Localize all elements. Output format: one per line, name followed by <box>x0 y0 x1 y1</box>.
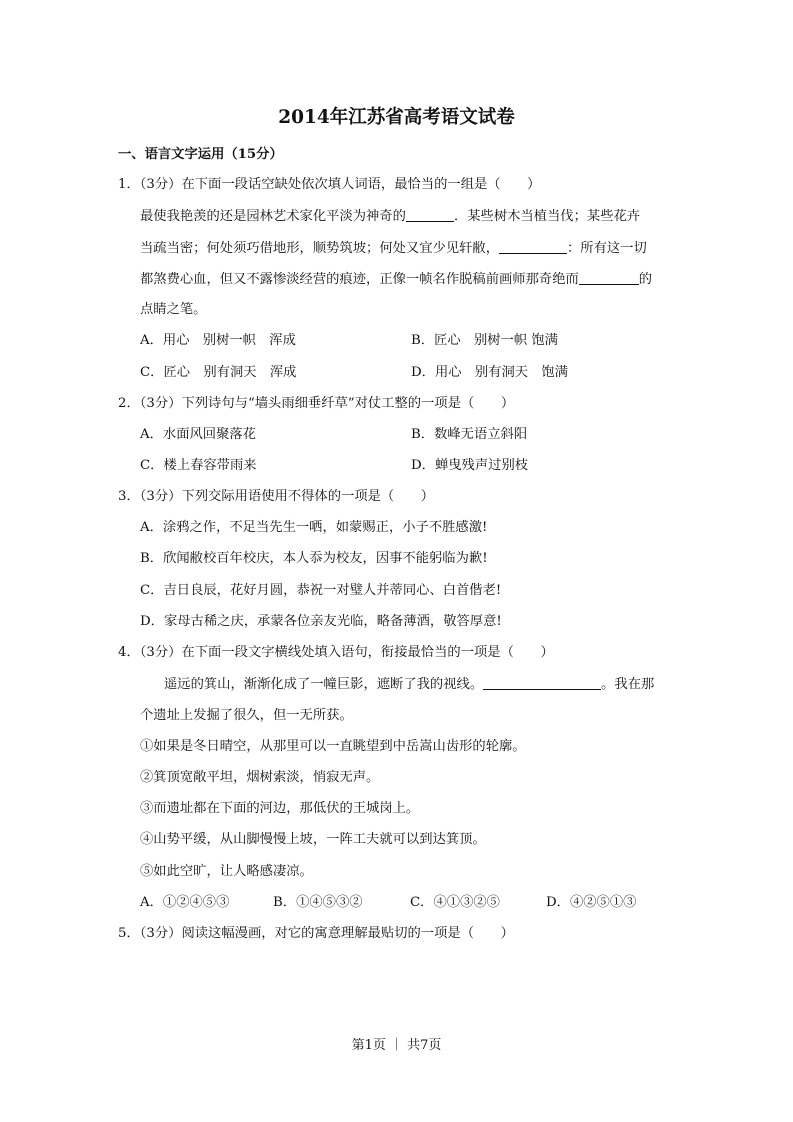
question-3-option-b[interactable]: B．欣闻敝校百年校庆，本人忝为校友，因事不能躬临为歉! <box>140 551 488 566</box>
fill-blank <box>406 207 454 222</box>
question-2-stem: 2．（3分）下列诗句与“墙头雨细垂纤草”对仗工整的一项是（ ） <box>118 396 515 411</box>
question-3-option-d[interactable]: D．家母古稀之庆，承蒙各位亲友光临，略备薄酒，敬答厚意! <box>140 614 502 629</box>
passage-text: 遥远的箕山，渐渐化成了一幢巨影，遮断了我的视线。 <box>164 677 484 692</box>
passage-text: 都煞费心血，但又不露惨淡经营的痕迹，正像一帧名作脱稿前画师那奇绝而 <box>140 272 579 287</box>
question-1-option-c[interactable]: C．匠心 别有洞天 浑成 <box>140 365 297 380</box>
question-1-passage-line-2 <box>140 239 647 258</box>
question-3-option-c[interactable]: C．吉日良辰，花好月圆，恭祝一对璧人并蒂同心、白首偕老! <box>140 583 502 598</box>
passage-text: 当疏当密；何处须巧借地形，顺势筑坡；何处又宜少见轩敝， <box>140 241 500 256</box>
question-4-sentence-5: ⑤如此空旷，让人略感凄凉。 <box>140 864 313 879</box>
question-4-option-c[interactable]: C．④①③②⑤ <box>410 895 500 910</box>
fill-blank <box>499 239 567 254</box>
passage-text: 最使我艳羡的还是园林艺术家化平淡为神奇的 <box>140 209 406 224</box>
question-1-option-a[interactable]: A．用心 别树一帜 浑成 <box>140 333 296 348</box>
question-1-option-b[interactable]: B．匠心 别树一帜 饱满 <box>411 333 558 348</box>
question-4-stem: 4．（3分）在下面一段文字横线处填入语句，衔接最恰当的一项是（ ） <box>118 645 554 660</box>
passage-text: 。我在那 <box>601 677 655 692</box>
question-2-option-d[interactable]: D．蝉曳残声过别枝 <box>411 458 529 473</box>
question-3-option-a[interactable]: A．涂鸦之作，不足当先生一哂，如蒙赐正，小子不胜感激! <box>140 520 488 535</box>
page-footer: 第1页 ｜ 共7页 <box>351 1038 442 1053</box>
passage-text: 的 <box>638 272 653 287</box>
question-4-sentence-2: ②箕顶宽敞平坦，烟树索淡，悄寂无声。 <box>140 770 380 785</box>
question-1-passage-line-4: 点睛之笔。 <box>140 302 207 317</box>
question-4-sentence-3: ③而遗址都在下面的河边，那低伏的王城岗上。 <box>140 801 420 816</box>
question-2-option-b[interactable]: B．数峰无语立斜阳 <box>411 427 528 442</box>
question-4-option-b[interactable]: B．①④⑤③② <box>273 895 363 910</box>
question-2-option-c[interactable]: C．楼上春容带雨来 <box>140 458 257 473</box>
fill-blank <box>579 270 639 285</box>
question-1-passage-line-1 <box>140 207 640 226</box>
passage-text: ：所有这一切 <box>567 241 647 256</box>
question-1-option-d[interactable]: D．用心 别有洞天 饱满 <box>411 365 568 380</box>
question-1-stem: 1．（3分）在下面一段话空缺处依次填人词语，最恰当的一组是（ ） <box>118 177 541 192</box>
question-1-passage-line-3 <box>140 270 652 289</box>
fill-blank <box>483 675 601 690</box>
section-heading: 一、语言文字运用（15分） <box>118 147 283 162</box>
question-4-option-d[interactable]: D．④②⑤①③ <box>546 895 637 910</box>
question-3-stem: 3．（3分）下列交际用语使用不得体的一项是（ ） <box>118 489 435 504</box>
question-4-sentence-4: ④山势平缓，从山脚慢慢上坡，一阵工夫就可以到达箕顶。 <box>140 832 486 847</box>
question-4-sentence-1: ①如果是冬日晴空，从那里可以一直眺望到中岳嵩山齿形的轮廓。 <box>140 739 526 754</box>
question-4-option-a[interactable]: A．①②④⑤③ <box>140 895 230 910</box>
question-4-passage-line-2: 个遗址上发掘了很久，但一无所获。 <box>140 708 353 723</box>
page-title: 2014年江苏省高考语文试卷 <box>278 107 515 128</box>
question-5-stem: 5．（3分）阅读这幅漫画，对它的寓意理解最贴切的一项是（ ） <box>118 926 514 941</box>
question-2-option-a[interactable]: A．水面风回聚落花 <box>140 427 256 442</box>
passage-text: ．某些树木当植当伐；某些花卉 <box>453 209 641 224</box>
question-4-passage-line-1 <box>164 675 654 694</box>
